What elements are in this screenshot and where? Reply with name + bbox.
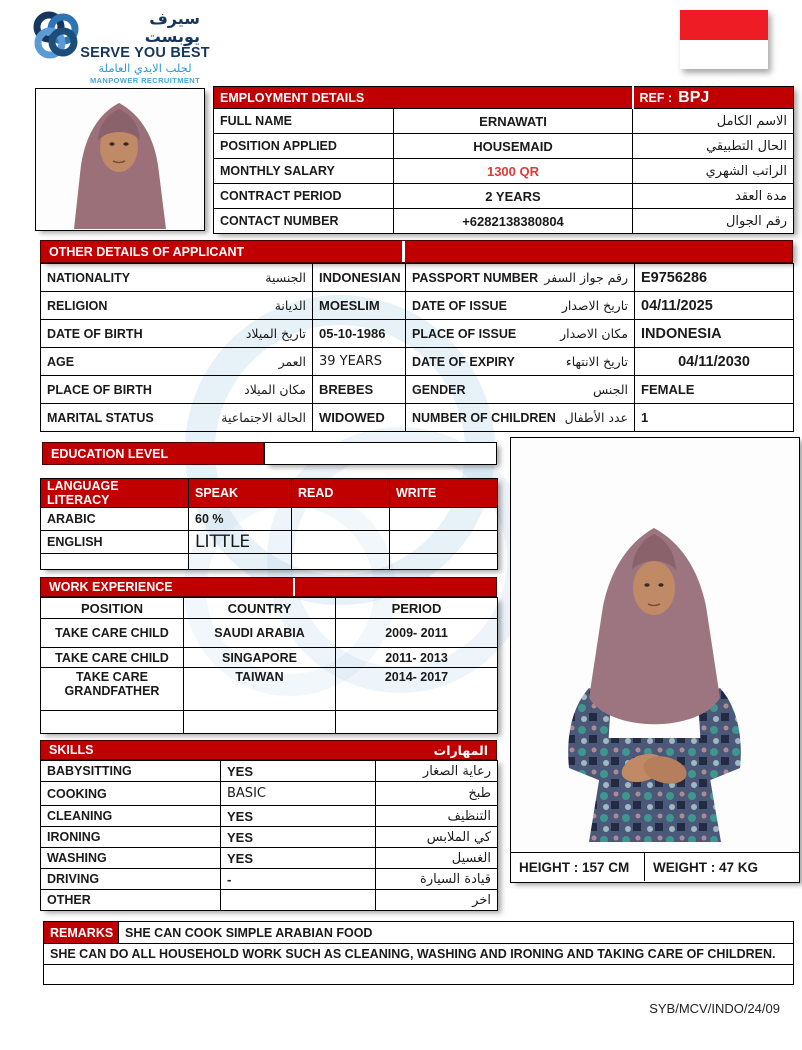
field-value: 1 (635, 404, 794, 432)
field-label: DATE OF EXPIRY (412, 354, 515, 369)
height-value: HEIGHT : 157 CM (519, 859, 630, 875)
work-experience-title: WORK EXPERIENCE (49, 580, 173, 594)
full-body-portrait-placeholder (511, 438, 799, 852)
table-row (214, 209, 794, 234)
field-value: BREBES (313, 376, 406, 404)
speak-level: LITTLE (189, 531, 292, 554)
column-header: POSITION (41, 598, 184, 619)
logo-arabic-subtitle: لجلب الايدي العاملة (98, 60, 192, 75)
field-label: AGE (47, 354, 75, 369)
language-name: ARABIC (41, 508, 189, 531)
table-row (41, 711, 498, 734)
skill-label-arabic: قيادة السيارة (376, 869, 498, 890)
read-level (292, 531, 390, 554)
skill-label-arabic: كي الملابس (376, 827, 498, 848)
field-label-arabic: تاريخ الانتهاء (565, 354, 628, 369)
field-label-arabic: الاسم الكامل (633, 109, 794, 134)
skills-title: SKILLS (49, 743, 94, 757)
table-row (41, 619, 498, 648)
skill-label-arabic: اخر (376, 890, 498, 911)
other-details-table (40, 263, 794, 432)
table-row (214, 109, 794, 134)
column-header: READ (292, 479, 390, 508)
employment-title: EMPLOYMENT DETAILS (214, 87, 633, 109)
period-value (336, 711, 498, 734)
read-level (292, 554, 390, 570)
logo-title: SERVE YOU BEST (80, 45, 210, 62)
country-value: TAIWAN (184, 668, 336, 711)
work-experience-header-right (295, 578, 496, 596)
field-label: FULL NAME (214, 109, 394, 134)
weight-value: WEIGHT : 47 KG (644, 853, 799, 881)
field-label: PLACE OF ISSUE (412, 326, 517, 341)
field-label: NATIONALITY (47, 270, 131, 285)
field-label-arabic: الحالة الاجتماعية (221, 410, 306, 425)
position-value: TAKE CARE CHILD (41, 619, 184, 648)
skills-table (40, 760, 498, 911)
field-value: MOESLIM (313, 292, 406, 320)
field-label-arabic: الجنس (592, 382, 628, 397)
table-row (41, 806, 498, 827)
speak-level (189, 554, 292, 570)
skill-label-arabic: طبخ (376, 782, 498, 806)
other-details-header (40, 240, 793, 263)
table-row (41, 292, 794, 320)
table-row (41, 508, 498, 531)
remarks-table (43, 921, 794, 985)
position-value: TAKE CARE GRANDFATHER (41, 668, 184, 711)
ref-value: BPJ (678, 88, 710, 106)
employment-table (213, 86, 794, 234)
field-label-arabic: مكان الميلاد (244, 382, 306, 397)
applicant-full-photo (510, 437, 800, 883)
table-row (44, 965, 794, 985)
field-value: WIDOWED (313, 404, 406, 432)
period-value: 2009- 2011 (336, 619, 498, 648)
column-header: COUNTRY (184, 598, 336, 619)
skill-label: OTHER (41, 890, 221, 911)
field-label: CONTACT NUMBER (214, 209, 394, 234)
position-value (41, 711, 184, 734)
field-value: INDONESIAN (313, 264, 406, 292)
table-row (41, 648, 498, 668)
country-value: SAUDI ARABIA (184, 619, 336, 648)
table-row (41, 761, 498, 782)
field-label-arabic: العمر (278, 354, 306, 369)
field-value: HOUSEMAID (394, 134, 633, 159)
portrait-placeholder (36, 89, 203, 229)
remarks-title: REMARKS (44, 922, 119, 944)
field-label: DATE OF ISSUE (412, 298, 507, 313)
period-value: 2011- 2013 (336, 648, 498, 668)
table-row (214, 184, 794, 209)
country-value (184, 711, 336, 734)
table-row (41, 782, 498, 806)
field-value: 39 YEARS (313, 348, 406, 376)
skill-label-arabic: رعاية الصغار (376, 761, 498, 782)
field-value: 04/11/2025 (635, 292, 794, 320)
remarks-line (44, 965, 794, 985)
skills-header (40, 740, 497, 760)
table-row (41, 531, 498, 554)
salary-value: 1300 QR (394, 159, 633, 184)
column-header: PERIOD (336, 598, 498, 619)
skill-value: YES (221, 761, 376, 782)
logo-subtitle: MANPOWER RECRUITMENT (89, 75, 201, 85)
table-row (41, 554, 498, 570)
language-name (41, 554, 189, 570)
field-label: DATE OF BIRTH (47, 326, 143, 341)
skill-label-arabic: الغسيل (376, 848, 498, 869)
field-label-arabic: عدد الأطفال (564, 410, 628, 425)
field-label-arabic: الراتب الشهري (633, 159, 794, 184)
table-row (44, 944, 794, 965)
read-level (292, 508, 390, 531)
skill-label: DRIVING (41, 869, 221, 890)
other-details-header-right (405, 241, 792, 262)
indonesia-flag (680, 10, 768, 69)
position-value: TAKE CARE CHILD (41, 648, 184, 668)
table-row (41, 827, 498, 848)
table-row (41, 376, 794, 404)
agency-logo (30, 8, 260, 85)
field-label: GENDER (412, 382, 466, 397)
skill-value: - (221, 869, 376, 890)
field-label: POSITION APPLIED (214, 134, 394, 159)
education-level-header (42, 442, 264, 465)
column-header: LANGUAGE LITERACY (41, 479, 189, 508)
field-value: E9756286 (635, 264, 794, 292)
field-label-arabic: تاريخ الميلاد (245, 326, 306, 341)
document-ref-code: SYB/MCV/INDO/24/09 (649, 1001, 780, 1016)
skills-title-arabic: المهارات (433, 742, 488, 758)
field-label: RELIGION (47, 298, 108, 313)
other-details-title: OTHER DETAILS OF APPLICANT (49, 244, 245, 259)
remarks-line: SHE CAN DO ALL HOUSEHOLD WORK SUCH AS CLEANING, WASHING AND IRONING AND TAKING CARE OF CHILDREN. (44, 944, 794, 965)
field-value: +6282138380804 (394, 209, 633, 234)
field-label-arabic: رقم جواز السفر (544, 270, 628, 285)
field-label-arabic: رقم الجوال (633, 209, 794, 234)
write-level (390, 531, 498, 554)
skill-value: BASIC (221, 782, 376, 806)
field-label-arabic: مدة العقد (633, 184, 794, 209)
field-label-arabic: الجنسية (265, 270, 306, 285)
table-row (214, 159, 794, 184)
column-header: SPEAK (189, 479, 292, 508)
period-value: 2014- 2017 (336, 668, 498, 711)
skill-value: YES (221, 848, 376, 869)
work-experience-table (40, 597, 498, 734)
table-row (41, 869, 498, 890)
remarks-line: SHE CAN COOK SIMPLE ARABIAN FOOD (119, 922, 794, 944)
field-label-arabic: الحال التطبيقي (633, 134, 794, 159)
flag-white-band (680, 40, 768, 70)
skill-value: YES (221, 827, 376, 848)
work-experience-header (40, 577, 497, 597)
table-row (41, 320, 794, 348)
table-row (214, 134, 794, 159)
field-value: 04/11/2030 (635, 348, 794, 376)
applicant-passport-photo (35, 88, 205, 231)
field-label: PLACE OF BIRTH (47, 382, 152, 397)
table-row (44, 922, 794, 944)
write-level (390, 554, 498, 570)
field-label-arabic: الديانة (274, 298, 306, 313)
field-value: FEMALE (635, 376, 794, 404)
skill-label-arabic: التنظيف (376, 806, 498, 827)
skill-label: IRONING (41, 827, 221, 848)
field-value: ERNAWATI (394, 109, 633, 134)
field-label: MONTHLY SALARY (214, 159, 394, 184)
skill-value (221, 890, 376, 911)
education-level-title: EDUCATION LEVEL (51, 446, 169, 461)
field-label: CONTRACT PERIOD (214, 184, 394, 209)
skill-label: CLEANING (41, 806, 221, 827)
field-value: INDONESIA (635, 320, 794, 348)
country-value: SINGAPORE (184, 648, 336, 668)
language-literacy-table (40, 478, 498, 570)
education-level-value (264, 442, 497, 465)
table-row (41, 348, 794, 376)
table-row (41, 404, 794, 432)
ref-label: REF : (639, 90, 673, 105)
language-name: ENGLISH (41, 531, 189, 554)
flag-red-band (680, 10, 768, 40)
field-label-arabic: تاريخ الاصدار (561, 298, 628, 313)
field-label: NUMBER OF CHILDREN (412, 410, 556, 425)
skill-label: BABYSITTING (41, 761, 221, 782)
table-row (41, 890, 498, 911)
skill-value: YES (221, 806, 376, 827)
knot-logo-icon (30, 8, 82, 64)
table-row (41, 264, 794, 292)
skill-label: WASHING (41, 848, 221, 869)
field-label: PASSPORT NUMBER (412, 270, 539, 285)
field-label-arabic: مكان الاصدار (560, 326, 628, 341)
employment-ref (633, 87, 794, 109)
column-header: WRITE (390, 479, 498, 508)
table-row (41, 668, 498, 711)
logo-arabic-title: سيرف يوبست (144, 9, 200, 46)
field-value: 2 YEARS (394, 184, 633, 209)
field-label: MARITAL STATUS (47, 410, 154, 425)
speak-level: 60 % (189, 508, 292, 531)
skill-label: COOKING (41, 782, 221, 806)
field-value: 05-10-1986 (313, 320, 406, 348)
height-weight-row (511, 852, 799, 881)
write-level (390, 508, 498, 531)
table-row (41, 848, 498, 869)
